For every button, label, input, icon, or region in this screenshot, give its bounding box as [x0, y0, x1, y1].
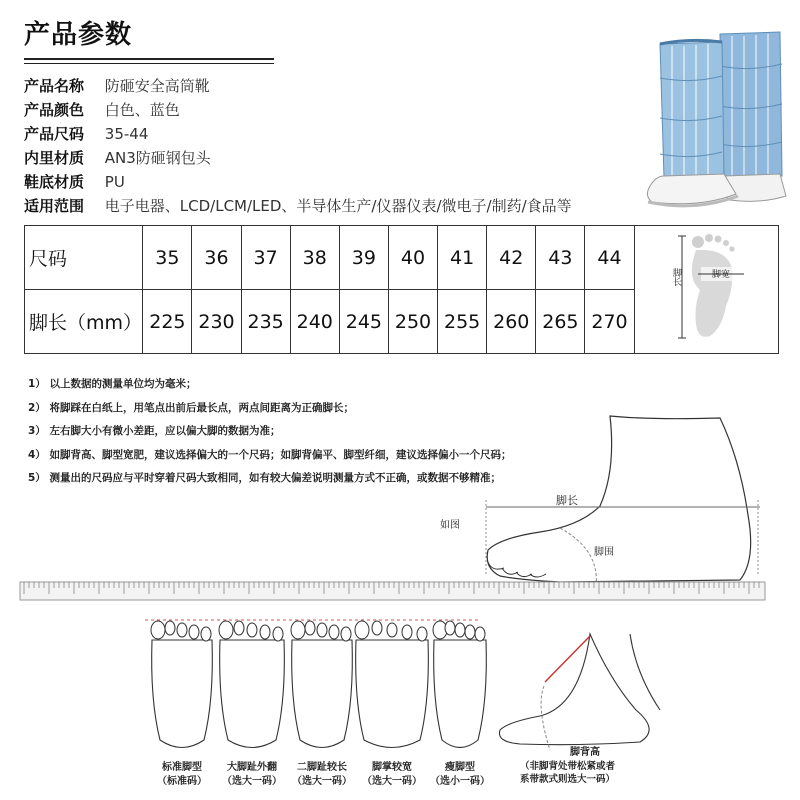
note-item: 3） 左右脚大小有微小差距，应以偏大脚的数据为准；: [28, 425, 281, 437]
foot-width-label: 脚宽: [712, 270, 731, 280]
foot-outline: [292, 640, 353, 748]
size-cell: 44: [585, 226, 634, 290]
foot-length-text: 脚长: [556, 494, 578, 507]
spec-row-name: [24, 74, 644, 98]
foot-type-figure: [430, 621, 490, 787]
toe-shape: [201, 627, 211, 641]
size-cell: 43: [536, 226, 585, 290]
length-cell: 250: [388, 290, 437, 354]
toe-shape: [402, 625, 412, 639]
spec-row-lining: [24, 146, 644, 170]
measurement-diagram: [0, 410, 800, 800]
length-row-header: 脚长（mm）: [25, 290, 143, 354]
footprint-icon: [646, 228, 766, 346]
toe-shape: [465, 625, 475, 639]
spec-value: 35-44: [104, 125, 149, 143]
foot-type-advice: （选大一码）: [292, 776, 352, 787]
instep-note-2: 系带款式则选大一码）: [520, 774, 616, 785]
as-shown-text: 如图: [440, 520, 460, 531]
spec-list: [24, 74, 644, 218]
page-title: 产品参数: [24, 20, 133, 50]
length-cell: 235: [241, 290, 290, 354]
foot-side-outline: [487, 416, 750, 582]
spec-row-color: [24, 98, 644, 122]
length-cell: 230: [192, 290, 241, 354]
boot-image: [640, 26, 790, 216]
size-cell: 39: [339, 226, 388, 290]
spec-label: 产品颜色: [24, 101, 85, 119]
toe-shape: [177, 623, 187, 637]
foot-type-figure: [291, 621, 352, 787]
toe-shape: [219, 621, 233, 639]
foot-type-figure: [355, 621, 428, 787]
foot-length-label: 脚长: [671, 268, 682, 286]
toe-shape: [317, 623, 327, 637]
instep-label: 脚背高: [570, 747, 600, 758]
toe-shape: [372, 621, 382, 635]
length-cell: 255: [438, 290, 487, 354]
foot-type-figure: [151, 621, 212, 787]
spec-value: PU: [104, 173, 125, 191]
size-cell: 42: [487, 226, 536, 290]
size-cell: 37: [241, 226, 290, 290]
spec-row-usage: [24, 194, 644, 218]
toe-shape: [151, 621, 165, 639]
size-row-header: 尺码: [25, 226, 143, 290]
size-cell: 41: [438, 226, 487, 290]
foot-type-name: 瘦脚型: [445, 762, 475, 773]
size-cell: 38: [290, 226, 339, 290]
toe-shape: [417, 627, 427, 641]
note-item: 1） 以上数据的测量单位均为毫米；: [28, 378, 197, 390]
foot-type-advice: （选大一码）: [222, 776, 282, 787]
foot-type-name: 大脚趾外翻: [227, 762, 277, 773]
length-cell: 265: [536, 290, 585, 354]
foot-outline: [356, 640, 429, 748]
length-cell: 270: [585, 290, 634, 354]
spec-label: 产品尺码: [24, 125, 85, 143]
instep-note-1: （非脚背处带松紧或者: [520, 761, 616, 772]
spec-value: 防砸安全高筒靴: [104, 77, 210, 95]
title-underline: [24, 58, 274, 60]
title-underline-thin: [24, 63, 274, 64]
foot-type-name: 脚掌较宽: [372, 762, 412, 773]
toe-shape: [329, 625, 339, 639]
spec-row-size: [24, 122, 644, 146]
toe-shape: [341, 627, 351, 641]
toe-shape: [234, 621, 244, 635]
toe-shape: [455, 623, 465, 637]
foot-type-advice: （选小一码）: [430, 776, 490, 787]
spec-label: 适用范围: [24, 197, 85, 215]
length-cell: 260: [487, 290, 536, 354]
toe-shape: [165, 621, 175, 635]
foot-outline: [152, 640, 213, 748]
size-cell: 36: [192, 226, 241, 290]
spec-row-sole: [24, 170, 644, 194]
toe-shape: [260, 625, 270, 639]
foot-type-figure: [219, 621, 284, 787]
note-item: 2） 将脚踩在白纸上，用笔点出前后最长点，两点间距离为正确脚长；: [28, 401, 354, 414]
table-row: [25, 226, 779, 290]
foot-girth-text: 脚围: [594, 547, 614, 558]
size-cell: 35: [143, 226, 192, 290]
spec-label: 产品名称: [24, 77, 85, 95]
length-cell: 225: [143, 290, 192, 354]
foot-type-advice: （选大一码）: [362, 776, 422, 787]
toe-shape: [475, 627, 485, 641]
spec-value: 电子电器、LCD/LCM/LED、半导体生产/仪器仪表/微电子/制药/食品等: [104, 197, 572, 215]
size-cell: 40: [388, 226, 437, 290]
ruler: [20, 582, 765, 600]
foot-outline: [220, 640, 285, 748]
foot-type-name: 二脚趾较长: [297, 762, 347, 773]
toe-shape: [305, 621, 315, 635]
size-table: [24, 225, 779, 354]
instep-foot-outline: [499, 634, 649, 745]
spec-label: 鞋底材质: [24, 173, 85, 191]
toe-shape: [291, 621, 305, 639]
toe-shape: [273, 627, 283, 641]
note-item: 5） 测量出的尺码应与平时穿着尺码大致相同，如有较大偏差说明测量方式不正确，或数据不够精准；: [28, 472, 501, 484]
spec-value: 白色、蓝色: [104, 101, 180, 119]
toe-shape: [189, 625, 199, 639]
foot-type-row: [151, 621, 490, 787]
spec-label: 内里材质: [24, 149, 85, 167]
foot-type-name: 标准脚型: [162, 762, 202, 773]
foot-outline: [434, 640, 487, 748]
length-cell: 245: [339, 290, 388, 354]
spec-value: AN3防砸钢包头: [104, 149, 211, 167]
toe-shape: [445, 621, 455, 635]
length-cell: 240: [290, 290, 339, 354]
toe-shape: [355, 621, 369, 639]
foot-type-advice: （标准码）: [157, 776, 207, 787]
foot-measure-cell: [634, 226, 778, 354]
toe-shape: [247, 623, 257, 637]
toe-shape: [387, 623, 397, 637]
note-item: 4） 如脚背高、脚型宽肥，建议选择偏大的一个尺码；如脚背偏平、脚型纤细，建议选择偏小一个尺码；: [28, 448, 512, 461]
